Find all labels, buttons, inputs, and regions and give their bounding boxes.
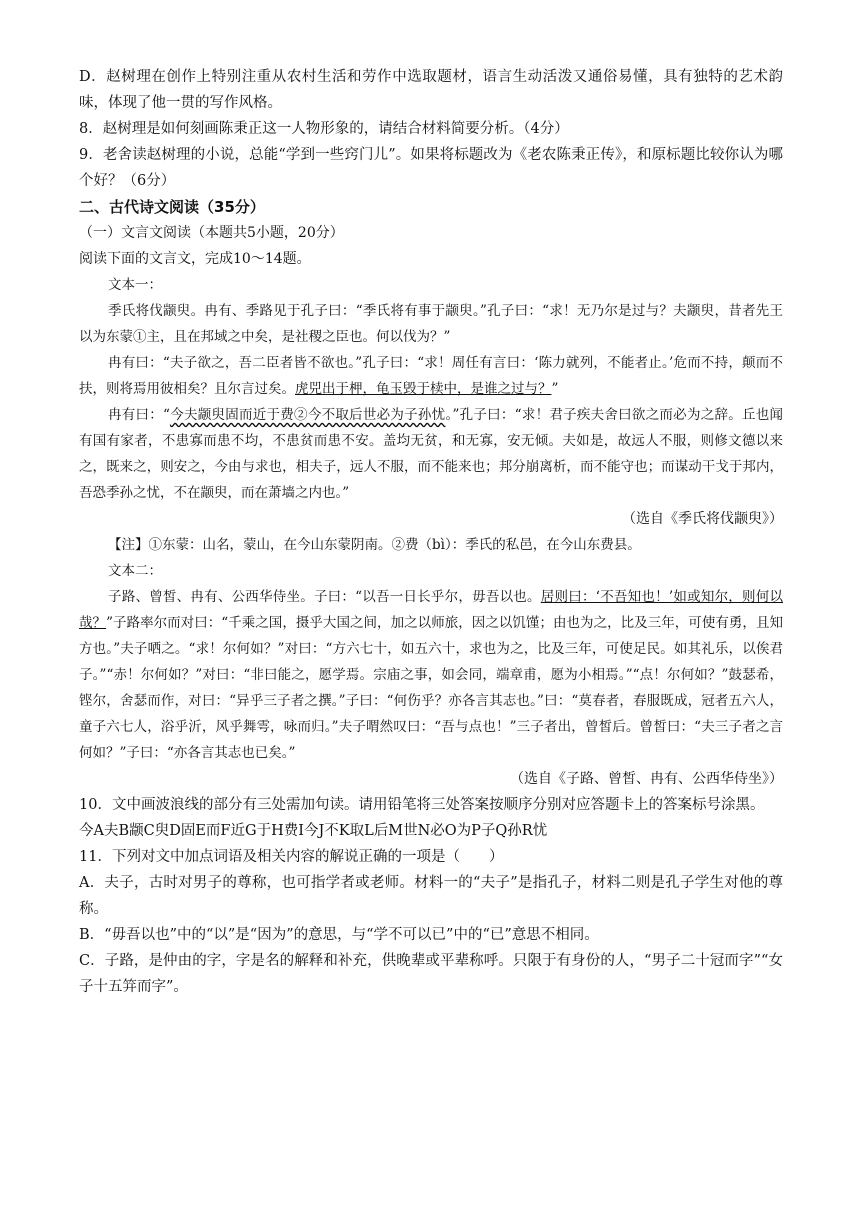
question-11-option-a: A．夫子，古时对男子的尊称，也可指学者或老师。材料一的“夫子”是指孔子，材料二则是孔子学生对他的尊称。 bbox=[79, 875, 783, 917]
question-11-stem: 11．下列对文中加点词语及相关内容的解说正确的一项是（ ） bbox=[79, 849, 504, 865]
text1-para3-a: 冉有曰：“ bbox=[108, 407, 170, 423]
question-9: 9．老舍读赵树理的小说，总能“学到一些窍门儿”。如果将标题改为《老农陈秉正传》，和原标题比较你认为哪个好？（6分） bbox=[79, 147, 783, 189]
question-8: 8．赵树理是如何刻画陈秉正这一人物形象的，请结合材料简要分析。（4分） bbox=[79, 121, 569, 137]
question-11-option-c: C．子路，是仲由的字，字是名的解释和补充，供晚辈或平辈称呼。只限于有身份的人，“男子二十冠而字”“女子十五笄而字”。 bbox=[79, 953, 783, 995]
text2-para1-a: 子路、曾皙、冉有、公西华侍坐。子曰：“以吾一日长乎尔，毋吾以也。 bbox=[108, 589, 541, 605]
underlined-sentence: 虎兕出于柙，龟玉毁于椟中，是谁之过与？ bbox=[295, 381, 552, 397]
document-page bbox=[79, 64, 783, 1000]
text1-para2-a: 冉有曰：“夫子欲之，吾二臣者皆不欲也。”孔子曰：“求！周任有言曰：‘陈力就列，不能者止。’危而不持，颠而不扶，则将焉用彼相矣？且尔言过矣。 bbox=[79, 355, 783, 397]
annotation-note: 【注】①东蒙：山名，蒙山，在今山东蒙阴南。②费（bì）：季氏的私邑，在今山东费县。 bbox=[108, 537, 641, 553]
text1-para2-c: ” bbox=[551, 381, 559, 397]
text1-label: 文本一： bbox=[108, 277, 162, 293]
underlined-sentence-2: 居则曰：‘不吾知也！’如或知尔，则何以哉？ bbox=[79, 589, 783, 631]
text2-label: 文本二： bbox=[108, 563, 162, 579]
text1-source: （选自《季氏将伐颛臾》） bbox=[622, 511, 783, 527]
text1-para2 bbox=[79, 350, 783, 402]
option-d: D．赵树理在创作上特别注重从农村生活和劳作中选取题材，语言生动活泼又通俗易懂，具有独特的艺术韵味，体现了他一贯的写作风格。 bbox=[79, 69, 783, 111]
reading-instruction: 阅读下面的文言文，完成10～14题。 bbox=[79, 251, 311, 267]
wavy-underlined-sentence: 今夫颛臾固而近于费②今不取后世必为子孙忧 bbox=[169, 407, 446, 423]
text1-para3 bbox=[79, 402, 783, 506]
text2-para1-c: ”子路率尔而对曰：“千乘之国，摄乎大国之间，加之以师旅，因之以饥馑；由也为之，比及三年，可使有勇，且知方也。”夫子哂之。“求！尔何如？”对曰：“方六七十，如五六十，求也为之，比及三年，可使足民。如其礼乐，以俟君子。”“赤！尔何如？”对曰：“非曰能之，愿学焉。宗庙之事，如会同，端章甫，愿为小相焉。”“点！尔何如？”鼓瑟希，铿尔，舍瑟而作，对曰：“异乎三子者之撰。”子曰：“何伤乎？亦各言其志也。”曰：“莫春者，春服既成，冠者五六人，童子六七人，浴乎沂，风乎舞雩，咏而归。”夫子喟然叹曰：“吾与点也！”三子者出，曾皙后。曾皙曰：“夫三子者之言何如？”子曰：“亦各言其志也已矣。” bbox=[79, 615, 784, 761]
text2-para1 bbox=[79, 584, 783, 766]
question-10-options: 今A夫B颛C臾D固E而F近G于H费I今J不K取L后M世N必O为P子Q孙R忧 bbox=[79, 823, 548, 839]
question-11-option-b: B．“毋吾以也”中的“以”是“因为”的意思，与“学不可以已”中的“已”意思不相同。 bbox=[79, 927, 599, 943]
text2-source: （选自《子路、曾皙、冉有、公西华侍坐》） bbox=[510, 771, 783, 787]
question-10-stem: 10．文中画波浪线的部分有三处需加句读。请用铅笔将三处答案按顺序分别对应答题卡上的答案标号涂黑。 bbox=[79, 797, 765, 813]
text1-para3-c: 。”孔子曰：“求！君子疾夫舍曰欲之而必为之辞。丘也闻有国有家者，不患寡而患不均，不患贫而患不安。盖均无贫，和无寡，安无倾。夫如是，故远人不服，则修文德以来之，既来之，则安之，今由与求也，相夫子，远人不服，而不能来也；邦分崩离析，而不能守也；而谋动干戈于邦内，吾恐季孙之忧，不在颛臾，而在萧墙之内也。” bbox=[79, 407, 784, 501]
section-title: 二、古代诗文阅读（35分） bbox=[79, 198, 265, 216]
text1-para1: 季氏将伐颛臾。冉有、季路见于孔子曰：“季氏将有事于颛臾。”孔子曰：“求！无乃尔是过与？夫颛臾，昔者先王以为东蒙①主，且在邦域之中矣，是社稷之臣也。何以伐为？” bbox=[79, 303, 783, 345]
part-title: （一）文言文阅读（本题共5小题，20分） bbox=[79, 225, 344, 241]
